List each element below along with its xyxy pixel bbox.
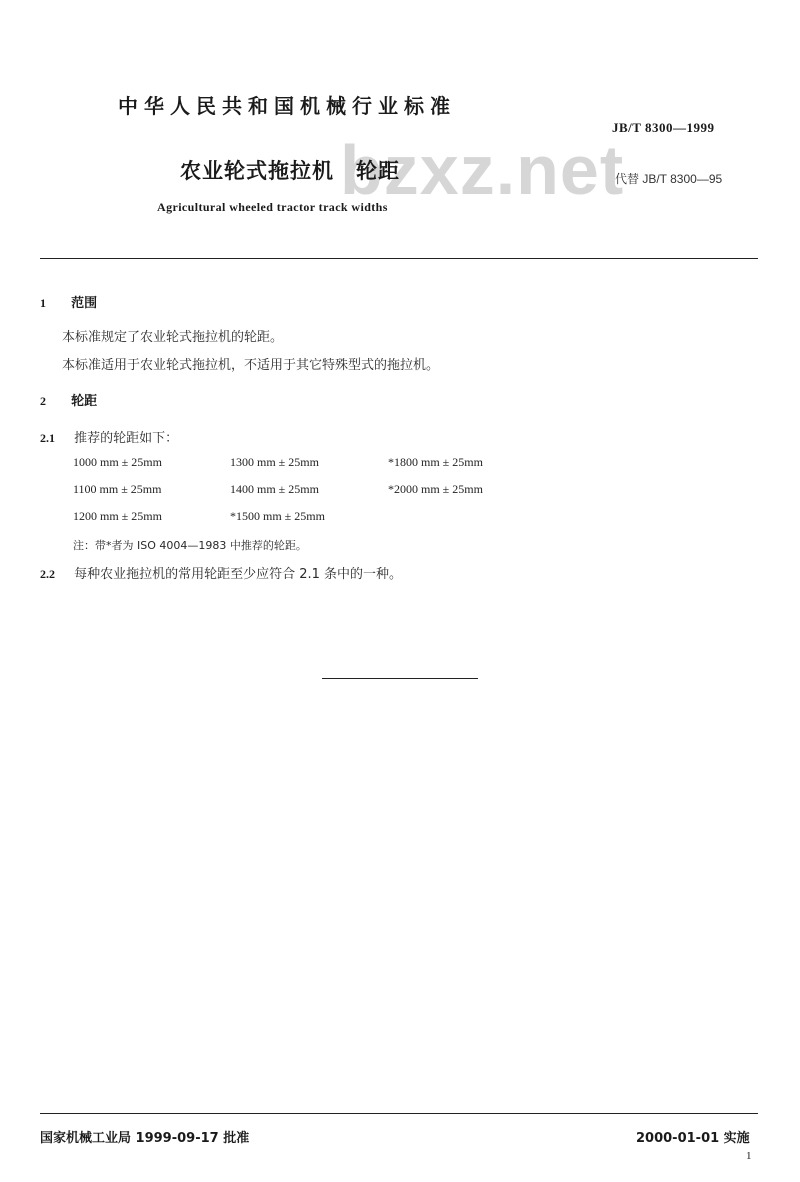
track-width-value: *2000 mm ± 25mm bbox=[388, 482, 483, 496]
page-number: 1 bbox=[746, 1150, 752, 1162]
approval-info: 国家机械工业局 1999-09-17 批准 bbox=[40, 1131, 250, 1146]
section-number: 1 bbox=[40, 296, 46, 310]
clause-2-1 bbox=[40, 427, 178, 446]
replaces-standard: 代替 JB/T 8300—95 bbox=[615, 172, 723, 186]
end-of-text-rule bbox=[322, 678, 478, 679]
scope-paragraph-1: 本标准规定了农业轮式拖拉机的轮距。 bbox=[62, 330, 284, 345]
footer-divider bbox=[40, 1113, 758, 1114]
document-title: 农业轮式拖拉机 轮距 bbox=[180, 159, 400, 183]
track-width-value: 1400 mm ± 25mm bbox=[230, 482, 319, 496]
track-width-value: 1300 mm ± 25mm bbox=[230, 455, 319, 469]
section-number: 2 bbox=[40, 394, 46, 408]
english-title: Agricultural wheeled tractor track widths bbox=[157, 200, 388, 214]
clause-2-2 bbox=[40, 563, 402, 582]
standard-code: JB/T 8300—1999 bbox=[612, 120, 715, 135]
clause-text: 推荐的轮距如下： bbox=[74, 431, 179, 446]
effective-date: 2000-01-01 实施 bbox=[636, 1131, 750, 1146]
track-width-value: 1000 mm ± 25mm bbox=[73, 455, 162, 469]
clause-number: 2.2 bbox=[40, 567, 55, 581]
section-2-heading bbox=[40, 390, 97, 409]
track-width-value: *1500 mm ± 25mm bbox=[230, 509, 325, 523]
header-divider bbox=[40, 258, 758, 259]
scope-paragraph-2: 本标准适用于农业轮式拖拉机，不适用于其它特殊型式的拖拉机。 bbox=[62, 358, 440, 373]
watermark: bzxz.net bbox=[340, 131, 625, 209]
section-title: 轮距 bbox=[71, 394, 98, 409]
clause-text: 每种农业拖拉机的常用轮距至少应符合 2.1 条中的一种。 bbox=[74, 567, 403, 582]
track-width-value: 1200 mm ± 25mm bbox=[73, 509, 162, 523]
section-title: 范围 bbox=[71, 296, 98, 311]
clause-number: 2.1 bbox=[40, 431, 55, 445]
track-width-value: *1800 mm ± 25mm bbox=[388, 455, 483, 469]
section-1-heading bbox=[40, 292, 97, 311]
footnote: 注：带*者为 ISO 4004—1983 中推荐的轮距。 bbox=[73, 539, 307, 552]
track-width-value: 1100 mm ± 25mm bbox=[73, 482, 162, 496]
industry-standard-header: 中华人民共和国机械行业标准 bbox=[118, 94, 456, 118]
